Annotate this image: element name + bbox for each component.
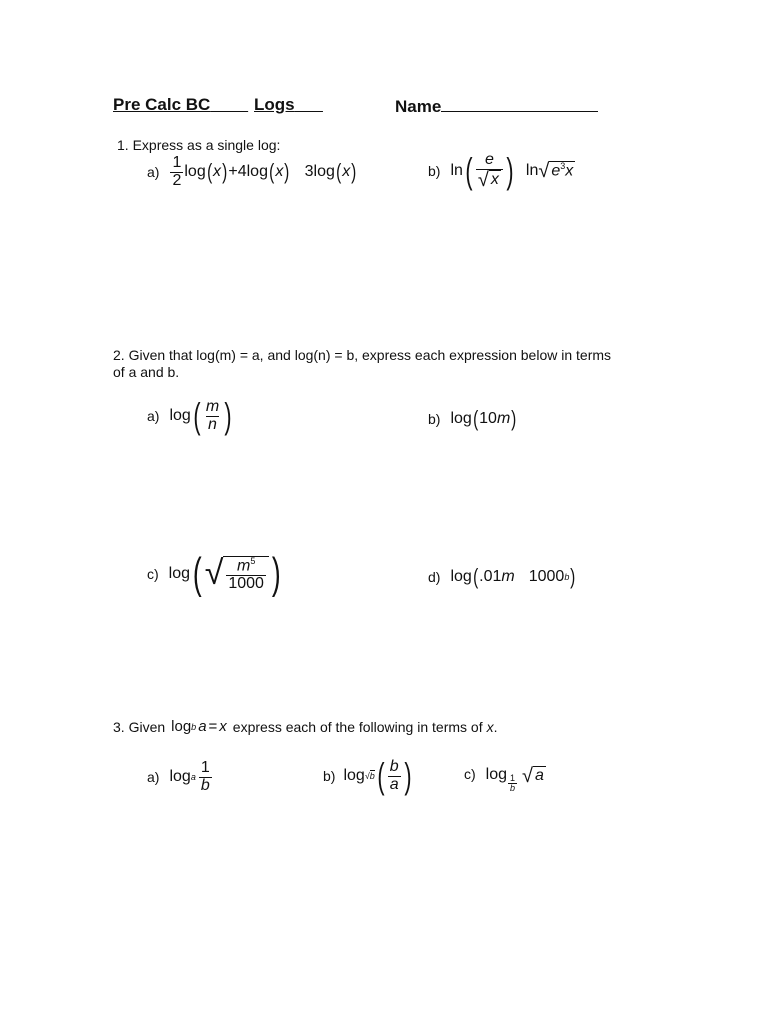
q2-d-expression: log ( .01 m 1000 b ) — [450, 564, 576, 589]
var-m: m — [496, 410, 511, 427]
frac-den: a — [389, 775, 399, 793]
q2-part-b — [428, 408, 518, 430]
base-b: b — [369, 771, 375, 781]
q2-c-expression: log ( √ $\frac{m^5}{1000}$ ) — [168, 549, 281, 598]
q1-prompt: 1. Express as a single log: — [117, 137, 281, 153]
frac-den: √ x — [476, 169, 503, 191]
q2-b-label: b) — [428, 411, 441, 427]
q3-prompt-end: . — [493, 718, 498, 735]
sqrt-a: √ a — [522, 765, 544, 787]
q1-a-expression: $\frac{1}{2}$ log ( x ) + 4 log ( x ) 3 log ( x ) — [172, 154, 357, 189]
topic-title: Logs — [254, 95, 295, 114]
q2-part-c — [147, 549, 284, 598]
sqrt-e3x: √ $e^3x$ — [538, 160, 574, 183]
q3-c-label: c) — [464, 766, 476, 782]
frac-num: 1 — [172, 154, 182, 171]
q2-prompt-line1: 2. Given that log(m) = a, and log(n) = b, express each expression below in terms — [113, 347, 612, 363]
q3-a-label: a) — [147, 769, 160, 786]
var-e: e — [551, 162, 561, 180]
log-fn: log — [169, 407, 191, 424]
q3-b-label: b) — [323, 768, 336, 784]
frac-num: 1 — [200, 759, 210, 776]
q2-prompt-line2: of a and b. — [113, 364, 180, 380]
base-a: a — [190, 772, 196, 783]
coef-point01: .01 — [479, 568, 502, 585]
var-x: x — [342, 163, 351, 181]
q3-part-a — [147, 760, 213, 795]
sqrt-fraction: √ $\frac{m^5}{1000}$ — [205, 556, 269, 593]
fraction-one-half — [170, 155, 183, 190]
coef-ten: 10 — [479, 410, 497, 427]
frac-den: 2 — [172, 171, 182, 189]
base-sqrt-b: √b — [364, 771, 375, 781]
log-fn: log — [313, 163, 335, 181]
q3-a-expression — [169, 760, 212, 795]
q2-a-expression: log ( $\frac{m}{n}$ ) — [169, 395, 232, 436]
fraction-e-over-sqrt-x — [476, 152, 503, 191]
var-a: a — [535, 767, 544, 784]
frac-den: b — [200, 776, 210, 794]
var-x: x — [213, 163, 222, 181]
q3-prompt-post: express each of the following in terms of — [232, 718, 483, 735]
q3-prompt — [113, 718, 497, 735]
log-fn: log — [450, 410, 472, 427]
q3-given-expression — [171, 718, 227, 735]
var-x: x — [490, 170, 499, 188]
log-fn: log — [343, 767, 365, 784]
fraction-b-over-a — [388, 759, 401, 794]
q1-part-a — [147, 155, 358, 190]
frac-den: n — [208, 415, 217, 433]
plus-sign: + — [228, 163, 238, 181]
q3-c-expression — [486, 766, 546, 794]
log-fn: log — [171, 718, 192, 735]
q1-part-b — [428, 152, 575, 191]
q3-part-c — [464, 766, 546, 794]
ln-fn: ln — [525, 162, 539, 180]
q1-b-label: b) — [428, 163, 441, 180]
frac-num: 1 — [510, 773, 516, 783]
exp-five: 5 — [250, 555, 256, 566]
var-m: m — [236, 556, 251, 574]
log-fn: log — [168, 565, 191, 582]
q3-part-b — [323, 755, 414, 796]
q3-prompt-var: x — [486, 718, 494, 735]
base-b: b — [191, 721, 197, 732]
var-m: m — [501, 568, 515, 585]
q2-b-expression: log ( 10 m ) — [450, 406, 517, 431]
q2-a-label: a) — [147, 408, 160, 424]
name-label: Name — [395, 97, 442, 116]
q1-a-label: a) — [147, 164, 160, 181]
exp-three: 3 — [560, 161, 566, 172]
base-one-over-b — [508, 774, 517, 794]
var-x: x — [565, 162, 574, 180]
q2-d-label: d) — [428, 569, 441, 585]
header-course — [113, 95, 248, 115]
frac-num: e — [484, 151, 494, 168]
q3-prompt-pre: 3. Given — [113, 718, 166, 735]
name-blank-line[interactable] — [441, 95, 598, 112]
log-fn: log — [184, 163, 206, 181]
frac-num: m — [205, 397, 220, 415]
frac-num: b — [389, 757, 399, 775]
coef-three: 3 — [304, 163, 314, 181]
fraction-m-over-n — [204, 399, 221, 434]
q3-b-expression: log √b ( $\frac{b}{a}$ ) — [343, 755, 412, 796]
frac-den: 1000 — [228, 574, 264, 592]
var-x: x — [275, 163, 284, 181]
var-x: x — [219, 718, 227, 735]
fraction-m5-over-1000 — [226, 557, 266, 593]
ln-fn: ln — [450, 162, 463, 180]
coef-thousand: 1000 — [528, 568, 565, 585]
q2-part-d — [428, 566, 577, 588]
q1-b-expression: ln ( e √ x ) ln √ $e^3x$ — [450, 150, 574, 192]
exp-b: b — [564, 572, 570, 582]
header-name-field — [395, 95, 598, 117]
log-fn: log — [169, 768, 191, 786]
q2-part-a — [147, 395, 234, 436]
var-a: a — [198, 718, 207, 735]
header-topic — [254, 95, 323, 115]
log-fn: log — [485, 766, 508, 783]
course-title: Pre Calc BC — [113, 95, 211, 114]
log-fn: log — [246, 163, 268, 181]
equals-sign: = — [208, 718, 218, 735]
fraction-one-over-b — [199, 760, 212, 795]
q2-c-label: c) — [147, 566, 159, 582]
coef-four: 4 — [237, 163, 247, 181]
frac-den: b — [510, 783, 516, 794]
log-fn: log — [450, 568, 472, 585]
